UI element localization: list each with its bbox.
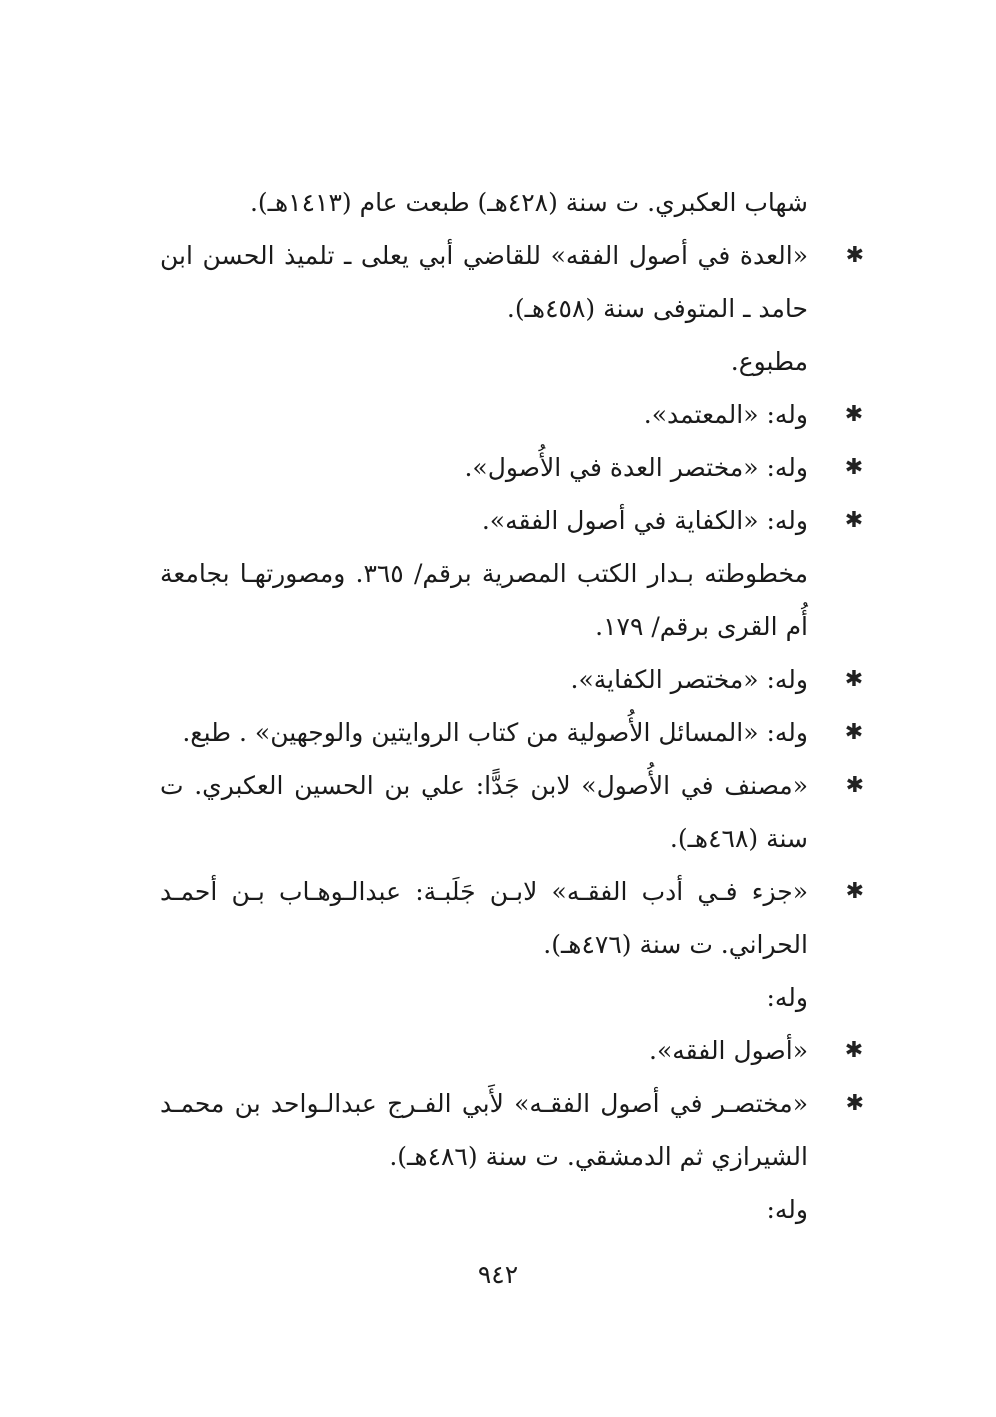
bullet-line	[160, 494, 870, 547]
asterisk-bullet-icon: ✱	[844, 720, 864, 745]
line-text: وله: «مختصر العدة في الأُصول».	[464, 453, 808, 482]
bullet-line	[160, 229, 870, 282]
asterisk-bullet-icon: ✱	[844, 1038, 864, 1063]
line-text: وله: «مختصر الكفاية».	[570, 665, 808, 694]
body-text	[160, 176, 870, 1236]
asterisk-bullet-icon: ✱	[844, 508, 864, 533]
line-text: أُم القرى برقم/ ١٧٩.	[595, 612, 808, 641]
bullet-line	[160, 653, 870, 706]
text-line	[160, 918, 870, 971]
bullet-line	[160, 388, 870, 441]
line-text: وله:	[766, 983, 808, 1012]
line-text: سنة (٤٦٨هـ).	[669, 824, 808, 853]
line-text: مخطوطته بـدار الكتب المصرية برقم/ ٣٦٥. ومصورتهـا بجامعة	[160, 559, 808, 588]
line-text: وله:	[766, 1195, 808, 1224]
bullet-line	[160, 1077, 870, 1130]
asterisk-bullet-icon: ✱	[844, 667, 864, 692]
line-text: حامد ـ المتوفى سنة (٤٥٨هـ).	[506, 294, 808, 323]
bullet-line	[160, 706, 870, 759]
text-line	[160, 1130, 870, 1183]
asterisk-bullet-icon: ✱	[845, 1091, 864, 1116]
line-text: الشيرازي ثم الدمشقي. ت سنة (٤٨٦هـ).	[389, 1142, 808, 1171]
bullet-line	[160, 865, 870, 918]
line-text: وله: «المعتمد».	[643, 400, 808, 429]
line-text: وله: «الكفاية في أصول الفقه».	[481, 506, 808, 535]
text-line	[160, 282, 870, 335]
text-line	[160, 176, 870, 229]
asterisk-bullet-icon: ✱	[844, 455, 864, 480]
text-line	[160, 335, 870, 388]
text-line	[160, 812, 870, 865]
bullet-line	[160, 759, 870, 812]
line-text: «أصول الفقه».	[649, 1036, 808, 1065]
line-text: الحراني. ت سنة (٤٧٦هـ).	[543, 930, 808, 959]
bullet-line	[160, 1024, 870, 1077]
bullet-line	[160, 441, 870, 494]
line-text: مطبوع.	[730, 347, 808, 376]
page-number: ٩٤٢	[477, 1260, 519, 1289]
asterisk-bullet-icon: ✱	[845, 243, 864, 268]
text-line	[160, 547, 870, 600]
line-text: وله: «المسائل الأُصولية من كتاب الروايتين والوجهين» . طبع.	[182, 718, 808, 747]
asterisk-bullet-icon: ✱	[845, 879, 864, 904]
text-line	[160, 971, 870, 1024]
line-text: شهاب العكبري. ت سنة (٤٢٨هـ) طبعت عام (١٤١٣هـ).	[249, 188, 808, 217]
line-text: «العدة في أصول الفقه» للقاضي أبي يعلى ـ تلميذ الحسن ابن	[160, 241, 808, 270]
asterisk-bullet-icon: ✱	[845, 773, 864, 798]
text-line	[160, 1183, 870, 1236]
line-text: «جزء فـي أدب الفقـه» لابـن جَلَبـة: عبدالـوهـاب بـن أحمـد	[160, 877, 808, 906]
line-text: «مصنف في الأُصول» لابن جَدًّا: علي بن الحسين العكبري. ت	[160, 771, 808, 800]
line-text: «مختصـر في أصول الفقـه» لأَبي الفـرج عبدالـواحد بن محمـد	[160, 1089, 808, 1118]
asterisk-bullet-icon: ✱	[844, 402, 864, 427]
text-line	[160, 600, 870, 653]
